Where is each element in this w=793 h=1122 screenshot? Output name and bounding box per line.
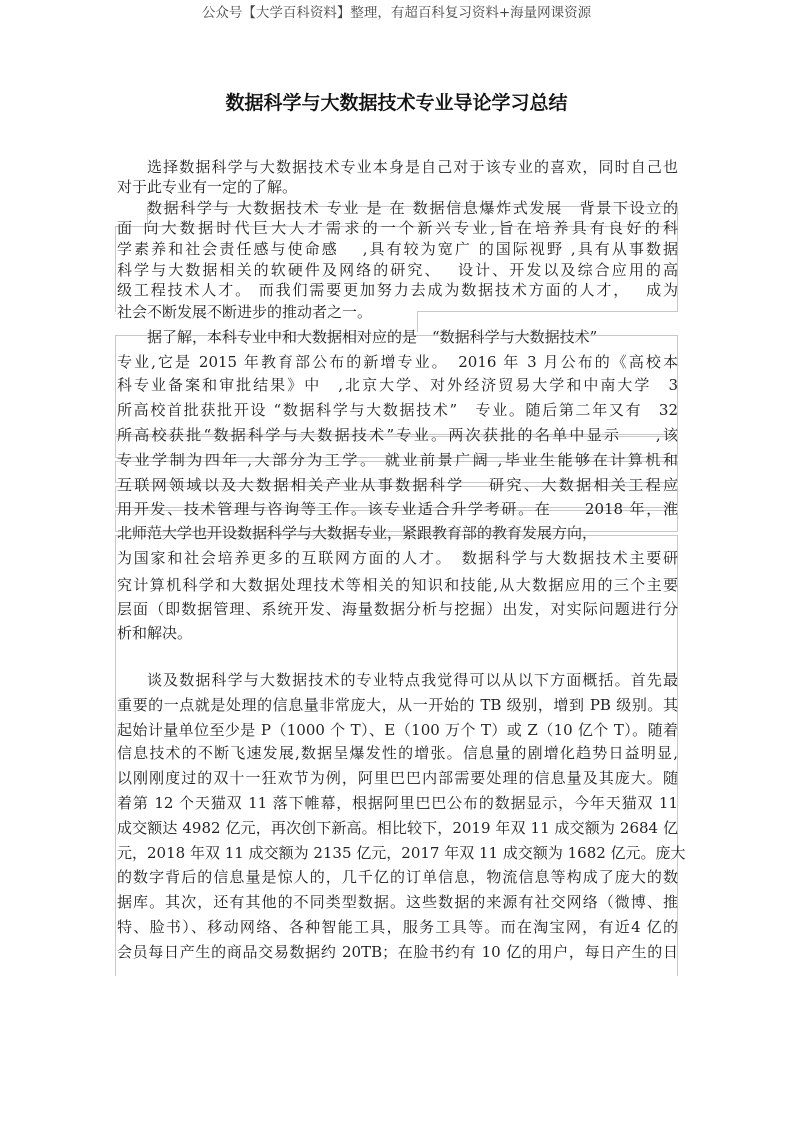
text-line: 起始计量单位至少是 P（1000 个 T）、E（100 万个 T）或 Z（10 亿个 T）。随着 <box>117 721 678 739</box>
text-line: 专业,它是 2015 年教育部公布的新增专业。 2016 年 3 月公布的《高校本 <box>117 353 678 371</box>
text-line: 析和解决。 <box>117 624 193 642</box>
text-line: 的数字背后的信息量是惊人的，几千亿的订单信息，物流信息等构成了庞大的数 <box>117 868 678 886</box>
text-line: 谈及数据科学与大数据技术的专业特点我觉得可以从以下方面概括。首先最 <box>147 671 678 689</box>
text-line: 成交额达 4982 亿元，再次创下新高。相比较下，2019 年双 11 成交额为 2684 亿 <box>117 819 678 837</box>
text-line: 学素养和社会责任感与使命感 ,具有较为宽广 的国际视野 ,具有从事数据 <box>117 240 678 258</box>
text-line: 科专业备案和审批结果》中 ,北京大学、对外经济贸易大学和中南大学 3 <box>117 376 678 394</box>
text-line: 特、脸书）、移动网络、各种智能工具，服务工具等。而在淘宝网，有近4 亿的 <box>117 918 678 936</box>
text-line: 社会不断发展不断进步的推动者之一。 <box>117 303 373 321</box>
text-line: 信息技术的不断飞速发展,数据呈爆发性的增张。信息量的剧增化趋势日益明显, <box>117 744 678 762</box>
text-line: 究计算机科学和大数据处理技术等相关的知识和技能,从大数据应用的三个主要 <box>117 576 678 594</box>
text-line: 数据科学与 大数据技术 专业 是 在 数据信息爆炸式发展 背景下设立的 <box>147 199 678 217</box>
text-line: 所高校首批获批开设 “数据科学与大数据技术” 专业。随后第二年又有 32 <box>117 401 678 419</box>
text-line: 级工程技术人才。 而我们需要更加努力去成为数据技术方面的人才， 成为 <box>117 281 678 299</box>
text-line: 互联网领域以及大数据相关产业从事数据科学 研究、大数据相关工程应 <box>117 476 678 494</box>
document-title: 数据科学与大数据技术专业导论学习总结 <box>225 92 568 114</box>
text-line: 面 向大数据时代巨大人才需求的一个新兴专业,旨在培养具有良好的科 <box>117 219 678 237</box>
text-line: 元，2018 年双 11 成交额为 2135 亿元，2017 年双 11 成交额为 1682 亿元。庞大 <box>117 844 686 862</box>
text-line: 对于此专业有一定的了解。 <box>117 178 298 196</box>
text-line: 北师范大学也开设数据科学与大数据专业，紧跟教育部的教育发展方向， <box>117 524 598 542</box>
text-line: 据了解，本科专业中和大数据相对应的是 “数据科学与大数据技术” <box>147 328 598 346</box>
text-line: 层面（即数据管理、系统开发、海量数据分析与挖掘）出发，对实际问题进行分 <box>117 600 678 618</box>
text-line: 科学与大数据相关的软硬件及网络的研究、 设计、开发以及综合应用的高 <box>117 261 678 279</box>
text-line: 专业学制为四年 ,大部分为工学。 就业前景广阔 ,毕业生能够在计算机和 <box>117 451 678 469</box>
text-line: 以刚刚度过的双十一狂欢节为例，阿里巴巴内部需要处理的信息量及其庞大。随 <box>117 769 678 787</box>
page-header-note: 公众号【大学百科资料】整理，有超百科复习资料+海量网课资源 <box>201 5 592 21</box>
text-line: 所高校获批“数据科学与大数据技术”专业。两次获批的名单中显示 ,该 <box>117 426 678 444</box>
text-line: 据库。其次，还有其他的不同类型数据。这些数据的来源有社交网络（微博、推 <box>117 893 678 911</box>
text-line: 为国家和社会培养更多的互联网方面的人才。 数据科学与大数据技术主要研 <box>117 549 678 567</box>
text-line: 用开发、技术管理与咨询等工作。该专业适合升学考研。在 2018 年，淮 <box>117 500 678 518</box>
text-line: 重要的一点就是处理的信息量非常庞大，从一开始的 TB 级别，增到 PB 级别。其 <box>117 696 678 714</box>
text-line: 会员每日产生的商品交易数据约 20TB；在脸书约有 10 亿的用户，每日产生的日 <box>117 943 678 961</box>
text-line: 选择数据科学与大数据技术专业本身是自己对于该专业的喜欢，同时自己也 <box>147 158 678 176</box>
text-line: 着第 12 个天猫双 11 落下帷幕，根据阿里巴巴公布的数据显示，今年天猫双 11 <box>117 794 678 812</box>
